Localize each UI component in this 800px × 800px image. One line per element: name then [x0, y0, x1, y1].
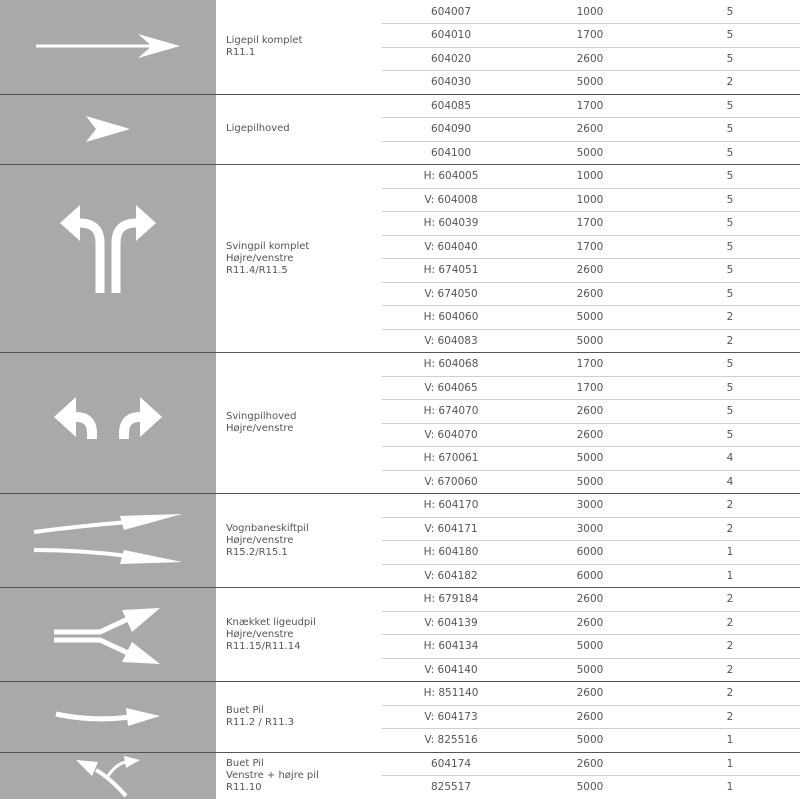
split-curved-arrow-icon: [0, 752, 216, 799]
product-name: [216, 494, 382, 588]
pack-quantity: 2: [726, 640, 734, 653]
product-code: 604090: [430, 123, 472, 136]
product-name-line: Ligepilhoved: [226, 123, 290, 135]
pack-quantity: 5: [726, 240, 734, 253]
straight-arrow-icon: [0, 0, 216, 94]
product-code: H: 674051: [423, 264, 479, 277]
variant-rows: [382, 752, 800, 799]
length-value: 5000: [576, 781, 604, 794]
variant-rows: [382, 353, 800, 494]
product-name-line: R15.2/R15.1: [226, 546, 288, 558]
pack-quantity: 5: [726, 264, 734, 277]
pack-quantity: 5: [726, 52, 734, 65]
table-row: [382, 259, 800, 283]
length-value: 1000: [576, 5, 604, 18]
table-row: [382, 71, 800, 95]
pack-quantity: 5: [726, 146, 734, 159]
product-name-line: R11.15/R11.14: [226, 640, 301, 652]
product-name: [216, 353, 382, 494]
product-name-line: Ligepil komplet: [226, 35, 303, 46]
pack-quantity: 5: [726, 358, 734, 371]
length-value: 5000: [576, 146, 604, 159]
table-row: [382, 282, 800, 306]
table-row: [382, 423, 800, 447]
pack-quantity: 5: [726, 123, 734, 136]
table-row: [382, 447, 800, 471]
table-row: [382, 353, 800, 377]
product-name-line: Vognbaneskiftpil: [226, 522, 309, 534]
turn-arrows-icon: [0, 165, 216, 353]
length-value: 2600: [576, 687, 604, 700]
table-row: [382, 165, 800, 189]
table-row: [382, 118, 800, 142]
product-group: [0, 0, 800, 94]
product-name-line: Knækket ligeudpil: [226, 616, 316, 628]
product-name-line: Venstre + højre pil: [226, 769, 319, 781]
pack-quantity: 1: [726, 546, 734, 559]
pack-quantity: 2: [726, 663, 734, 676]
length-value: 5000: [576, 334, 604, 347]
table-row: [382, 564, 800, 588]
table-row: [382, 705, 800, 729]
product-code: H: 670061: [423, 452, 479, 465]
pack-quantity: 5: [726, 287, 734, 300]
product-name-line: Svingpil komplet: [226, 240, 310, 252]
group-divider: [0, 681, 800, 682]
product-name-line: Højre/venstre: [226, 423, 294, 434]
product-group: [0, 752, 800, 799]
table-row: [382, 729, 800, 753]
arrow-head-icon: [0, 94, 216, 165]
pack-quantity: 1: [726, 757, 734, 770]
product-code: H: 604180: [423, 546, 479, 559]
length-value: 5000: [576, 663, 604, 676]
length-value: 2600: [576, 616, 604, 629]
length-value: 1000: [576, 193, 604, 206]
pack-quantity: 2: [726, 522, 734, 535]
pack-quantity: 2: [726, 311, 734, 324]
table-row: [382, 235, 800, 259]
length-value: 5000: [576, 452, 604, 465]
product-code: 825517: [430, 781, 472, 794]
product-group: [0, 165, 800, 353]
pack-quantity: 5: [726, 99, 734, 112]
product-group: [0, 588, 800, 682]
table-row: [382, 94, 800, 118]
length-value: 2600: [576, 710, 604, 723]
group-divider: [0, 164, 800, 165]
variant-rows: [382, 94, 800, 165]
product-code: H: 674070: [423, 405, 479, 418]
length-value: 2600: [576, 123, 604, 136]
product-code: H: 604068: [423, 358, 479, 371]
table-row: [382, 376, 800, 400]
length-value: 6000: [576, 569, 604, 582]
product-name-line: R11.10: [226, 781, 262, 793]
product-code: V: 604040: [424, 240, 478, 253]
variant-rows: [382, 494, 800, 588]
table-row: [382, 517, 800, 541]
pack-quantity: 2: [726, 710, 734, 723]
product-code: 604020: [430, 52, 472, 65]
group-divider: [0, 752, 800, 753]
length-value: 5000: [576, 475, 604, 488]
product-code: V: 670060: [424, 475, 478, 488]
product-code: V: 604171: [424, 522, 478, 535]
length-value: 1700: [576, 240, 604, 253]
table-row: [382, 752, 800, 776]
pack-quantity: 2: [726, 616, 734, 629]
length-value: 2600: [576, 264, 604, 277]
length-value: 2600: [576, 428, 604, 441]
product-name-line: Højre/venstre: [226, 628, 294, 640]
product-code: V: 604008: [424, 193, 478, 206]
product-name-line: Højre/venstre: [226, 252, 294, 264]
product-name: [216, 588, 382, 682]
pack-quantity: 5: [726, 193, 734, 206]
product-code: V: 674050: [424, 287, 478, 300]
product-code: H: 851140: [423, 687, 479, 700]
table-row: [382, 588, 800, 612]
pack-quantity: 1: [726, 569, 734, 582]
product-name-line: Buet Pil: [226, 757, 264, 769]
length-value: 3000: [576, 499, 604, 512]
group-divider: [0, 352, 800, 353]
group-divider: [0, 493, 800, 494]
curved-arrow-icon: [0, 682, 216, 753]
product-code: 604030: [430, 76, 472, 89]
pack-quantity: 2: [726, 334, 734, 347]
length-value: 5000: [576, 311, 604, 324]
product-code: 604007: [430, 5, 472, 18]
table-row: [382, 658, 800, 682]
product-code: H: 604060: [423, 311, 479, 324]
pack-quantity: 5: [726, 428, 734, 441]
pack-quantity: 4: [726, 452, 734, 465]
product-code: V: 604139: [424, 616, 478, 629]
table-row: [382, 0, 800, 24]
product-name: [216, 0, 382, 94]
product-code: V: 604065: [424, 381, 478, 394]
table-row: [382, 682, 800, 706]
product-code: H: 604170: [423, 499, 479, 512]
table-row: [382, 306, 800, 330]
product-code: V: 604083: [424, 334, 478, 347]
variant-rows: [382, 165, 800, 353]
group-divider: [0, 587, 800, 588]
length-value: 3000: [576, 522, 604, 535]
length-value: 2600: [576, 405, 604, 418]
product-code: 604174: [430, 757, 472, 770]
pack-quantity: 5: [726, 405, 734, 418]
table-row: [382, 611, 800, 635]
product-code: V: 604182: [424, 569, 478, 582]
product-name-line: Buet Pil: [226, 704, 264, 716]
product-group: [0, 353, 800, 494]
pack-quantity: 1: [726, 781, 734, 794]
product-code: 604010: [430, 29, 472, 42]
pack-quantity: 5: [726, 170, 734, 183]
lane-change-arrows-icon: [0, 494, 216, 588]
table-row: [382, 635, 800, 659]
turn-arrow-heads-icon: [0, 353, 216, 494]
product-group: [0, 682, 800, 753]
length-value: 5000: [576, 76, 604, 89]
product-name-line: R11.2 / R11.3: [226, 716, 295, 728]
product-group: [0, 494, 800, 588]
table-row: [382, 329, 800, 353]
product-code: H: 604039: [423, 217, 479, 230]
table-row: [382, 212, 800, 236]
pack-quantity: 5: [726, 381, 734, 394]
product-code: V: 604070: [424, 428, 478, 441]
product-code: 604100: [430, 146, 472, 159]
length-value: 1700: [576, 99, 604, 112]
product-name-line: R11.1: [226, 47, 256, 58]
length-value: 2600: [576, 52, 604, 65]
product-code: H: 604134: [423, 640, 479, 653]
length-value: 2600: [576, 757, 604, 770]
bent-straight-out-arrows-icon: [0, 588, 216, 682]
pack-quantity: 5: [726, 217, 734, 230]
product-name-line: Svingpilhoved: [226, 411, 297, 422]
pack-quantity: 4: [726, 475, 734, 488]
product-code: H: 679184: [423, 593, 479, 606]
table-row: [382, 141, 800, 165]
table-row: [382, 494, 800, 518]
pack-quantity: 2: [726, 687, 734, 700]
variant-rows: [382, 588, 800, 682]
length-value: 5000: [576, 734, 604, 747]
product-code: V: 825516: [424, 734, 478, 747]
variant-rows: [382, 0, 800, 94]
product-code: V: 604140: [424, 663, 478, 676]
table-row: [382, 24, 800, 48]
length-value: 1700: [576, 381, 604, 394]
product-group: [0, 94, 800, 165]
length-value: 1700: [576, 358, 604, 371]
product-code: V: 604173: [424, 710, 478, 723]
length-value: 6000: [576, 546, 604, 559]
product-name-line: R11.4/R11.5: [226, 264, 288, 276]
pack-quantity: 5: [726, 29, 734, 42]
length-value: 2600: [576, 593, 604, 606]
product-name: [216, 752, 382, 799]
table-row: [382, 188, 800, 212]
pack-quantity: 2: [726, 593, 734, 606]
table-row: [382, 400, 800, 424]
pack-quantity: 2: [726, 499, 734, 512]
pack-quantity: 2: [726, 76, 734, 89]
length-value: 5000: [576, 640, 604, 653]
product-name: [216, 682, 382, 753]
pack-quantity: 5: [726, 5, 734, 18]
length-value: 1000: [576, 170, 604, 183]
product-name-line: Højre/venstre: [226, 534, 294, 546]
product-code: H: 604005: [423, 170, 479, 183]
table-row: [382, 47, 800, 71]
group-divider: [0, 94, 800, 95]
pack-quantity: 1: [726, 734, 734, 747]
length-value: 1700: [576, 217, 604, 230]
table-row: [382, 470, 800, 494]
table-row: [382, 541, 800, 565]
product-name: [216, 165, 382, 353]
variant-rows: [382, 682, 800, 753]
table-row: [382, 776, 800, 800]
product-code: 604085: [430, 99, 472, 112]
length-value: 1700: [576, 29, 604, 42]
length-value: 2600: [576, 287, 604, 300]
product-name: [216, 94, 382, 165]
